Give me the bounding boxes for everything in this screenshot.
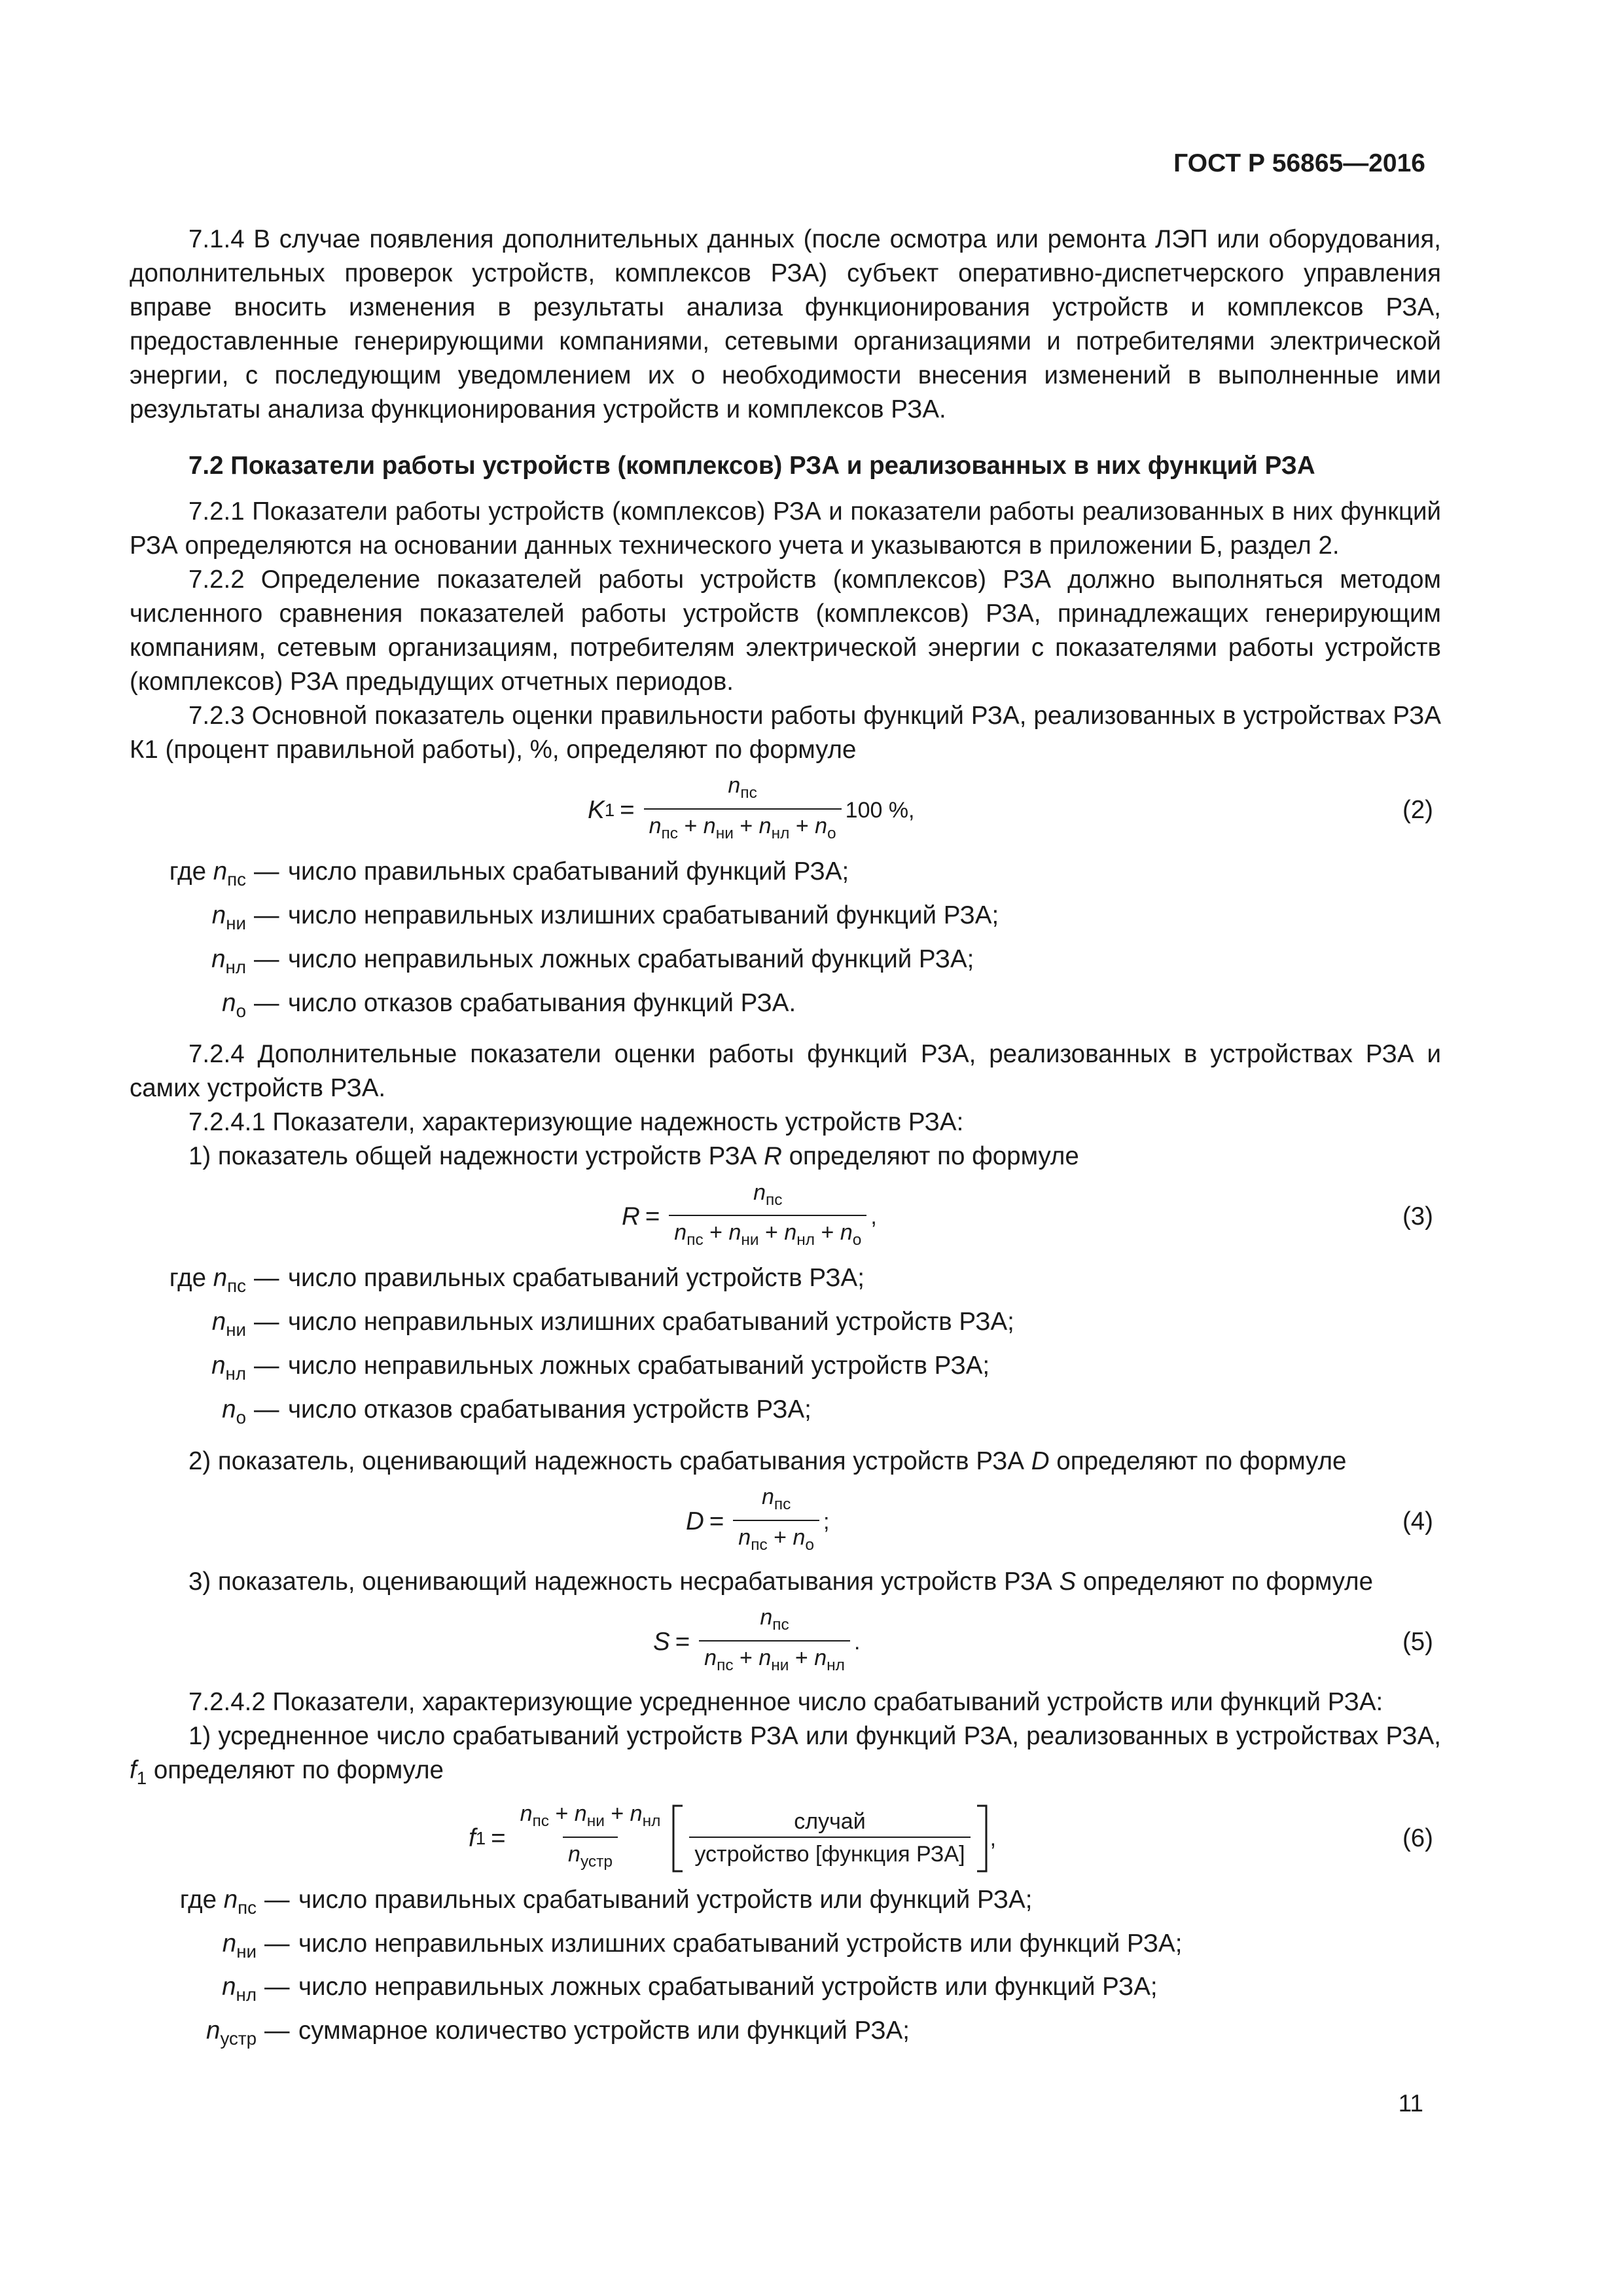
formula-2: K 1 = $\frac{n_{пс}}{n_{пс} + n_{ни} + n_{нл} + n_о}$ 100 %, (2) xyxy=(130,774,1441,847)
formula-6-unit: $\frac{\text{случай}}{\text{устройство [функция РЗА]}}$ xyxy=(689,1806,970,1871)
formula-6: f 1 = $\frac{n_{пс} + n_{ни} + n_{нл}}{n_{устр}}$ $\frac{\text{случай}}{\text{устройство [функция РЗА]}}$ , (6) xyxy=(130,1802,1441,1875)
section-heading-7-2: 7.2 Показатели работы устройств (комплексов) РЗА и реализованных в них функций РЗА xyxy=(188,452,1315,480)
paragraph-7-2-4: 7.2.4 Дополнительные показатели оценки работы функций РЗА, реализованных в устройствах РЗА и самих устройств РЗА. xyxy=(130,1040,1441,1103)
definition-row: $n_{ни}$ — число неправильных излишних срабатываний функций РЗА; xyxy=(211,901,999,933)
formula-6-unit-bracket xyxy=(669,1804,990,1873)
definition-row: где $n_{пс}$ — число правильных срабатываний функций РЗА; xyxy=(169,857,849,889)
item-2: 2) показатель, оценивающий надежность срабатывания устройств РЗА D определяют по формуле xyxy=(188,1446,1347,1475)
formula-2-fraction: $\frac{n_{пс}}{n_{пс} + n_{ни} + n_{нл} + n_о}$ xyxy=(644,770,842,850)
definition-row: $n_{ни}$ — число неправильных излишних срабатываний устройств РЗА; xyxy=(211,1308,1014,1340)
definitions-formula-2 xyxy=(130,853,1441,1028)
definitions-formula-6 xyxy=(130,1882,1441,2056)
paragraph-7-1-4: 7.1.4 В случае появления дополнительных данных (после осмотра или ремонта ЛЭП или оборудования, дополнительных проверок устройств, комплексов РЗА) субъект оперативно-диспетчерского управления вправе вносить изменения в результаты анализа функционирования устройств и комплексов РЗА, предоставленные генерирующими компаниями, сетевыми организациями и потребителями электрической энергии, с последующим уведомлением их о необходимости внесения изменений в выполненные ими результаты анализа функционирования устройств и комплексов РЗА. xyxy=(130,225,1441,423)
definition-row: $n_о$ — число отказов срабатывания устройств РЗА; xyxy=(222,1395,812,1427)
formula-2-number: (2) xyxy=(1402,796,1433,824)
formula-5-number: (5) xyxy=(1402,1627,1433,1656)
left-bracket-icon xyxy=(669,1804,685,1873)
definition-row: $n_{ни}$ — число неправильных излишних срабатываний устройств или функций РЗА; xyxy=(222,1929,1183,1962)
formula-3: R = $\frac{n_{пс}}{n_{пс} + n_{ни} + n_{нл} + n_о}$ , (3) xyxy=(130,1180,1441,1253)
definition-row: где $n_{пс}$ — число правильных срабатываний устройств или функций РЗА; xyxy=(179,1885,1033,1918)
paragraph-7-2-4-2: 7.2.4.2 Показатели, характеризующие усредненное число срабатываний устройств или функций РЗА: xyxy=(188,1687,1383,1716)
definition-row: $n_о$ — число отказов срабатывания функций РЗА. xyxy=(222,988,796,1021)
formula-3-lhs: R xyxy=(622,1202,640,1231)
paragraph-7-2-1: 7.2.1 Показатели работы устройств (комплексов) РЗА и показатели работы реализованных в них функций РЗА определяются на основании данных технического учета и указываются в приложении Б, раздел 2. xyxy=(130,497,1441,560)
formula-3-number: (3) xyxy=(1402,1202,1433,1231)
paragraph-7-2-4-1: 7.2.4.1 Показатели, характеризующие надежность устройств РЗА: xyxy=(188,1108,964,1137)
formula-6-fraction: $\frac{n_{пс} + n_{ни} + n_{нл}}{n_{устр}}$ xyxy=(515,1799,666,1878)
definition-row: где $n_{пс}$ — число правильных срабатываний устройств РЗА; xyxy=(169,1264,865,1297)
formula-4-number: (4) xyxy=(1402,1507,1433,1535)
formula-5-lhs: S xyxy=(653,1627,670,1656)
definition-row: $n_{нл}$ — число неправильных ложных срабатываний устройств РЗА; xyxy=(211,1352,990,1384)
formula-3-fraction: $\frac{n_{пс}}{n_{пс} + n_{ни} + n_{нл} + n_о}$ xyxy=(669,1177,866,1257)
document-body xyxy=(130,223,1441,2066)
document-header: ГОСТ Р 56865—2016 xyxy=(1173,149,1425,177)
definitions-formula-3 xyxy=(130,1260,1441,1435)
item-1: 1) показатель общей надежности устройств РЗА R определяют по формуле xyxy=(188,1142,1079,1171)
formula-4: D = $\frac{n_{пс}}{n_{пс} + n_о}$ ; (4) xyxy=(130,1485,1441,1558)
definition-row: $n_{нл}$ — число неправильных ложных срабатываний устройств или функций РЗА; xyxy=(222,1973,1158,2005)
right-bracket-icon xyxy=(974,1804,990,1873)
formula-6-lhs: f xyxy=(469,1823,476,1852)
formula-5: S = $\frac{n_{пс}}{n_{пс} + n_{ни} + n_{нл}}$ . (5) xyxy=(130,1605,1441,1679)
formula-6-number: (6) xyxy=(1402,1823,1433,1852)
item-6: 1) усредненное число срабатываний устройств РЗА или функций РЗА, реализованных в устройствах РЗА, $f_1$ определяют по формуле xyxy=(130,1721,1441,1788)
formula-4-lhs: D xyxy=(686,1507,704,1535)
paragraph-7-2-2: 7.2.2 Определение показателей работы устройств (комплексов) РЗА должно выполняться методом численного сравнения показателей работы устройств (комплексов) РЗА, принадлежащих генерирующим компаниям, сетевым организациям, потребителям электрической энергии с показателями работы устройств (комплексов) РЗА предыдущих отчетных периодов. xyxy=(130,565,1441,696)
page-number: 11 xyxy=(1398,2090,1423,2117)
formula-5-fraction: $\frac{n_{пс}}{n_{пс} + n_{ни} + n_{нл}}$ xyxy=(699,1602,850,1682)
formula-2-lhs: K xyxy=(588,796,605,824)
item-3: 3) показатель, оценивающий надежность несрабатывания устройств РЗА S определяют по формуле xyxy=(188,1567,1373,1596)
definition-row: $n_{нл}$ — число неправильных ложных срабатываний функций РЗА; xyxy=(211,944,974,977)
formula-4-fraction: $\frac{n_{пс}}{n_{пс} + n_о}$ xyxy=(733,1482,819,1562)
definition-row: $n_{устр}$ — суммарное количество устройств или функций РЗА; xyxy=(206,2017,910,2049)
paragraph-7-2-3: 7.2.3 Основной показатель оценки правильности работы функций РЗА, реализованных в устройствах РЗА К1 (процент правильной работы), %, определяют по формуле xyxy=(130,702,1441,764)
